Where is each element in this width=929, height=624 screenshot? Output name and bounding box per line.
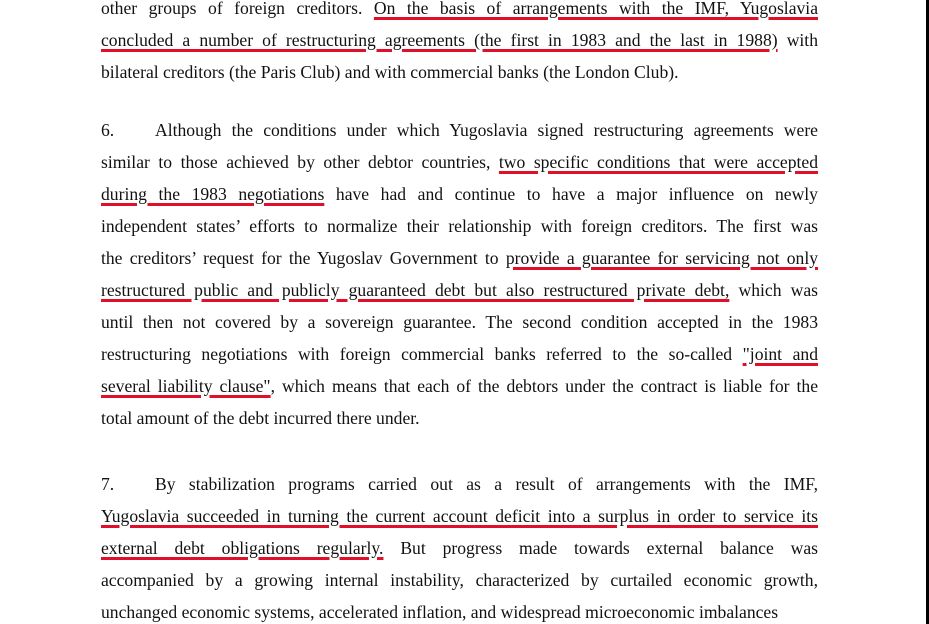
text-line xyxy=(101,312,818,334)
text-segment: other groups of foreign creditors. xyxy=(101,0,374,18)
text-line xyxy=(101,62,818,84)
text-segment: restructuring negotiations with foreign commercial banks referred to the so-called xyxy=(101,344,743,364)
underlined-text: "joint and xyxy=(742,344,818,364)
underlined-text: during the 1983 negotiations xyxy=(101,184,325,204)
text-segment: independent states’ efforts to normalize their relationship with foreign creditors. The first was xyxy=(101,216,818,236)
text-segment: , which means that each of the debtors under the contract is liable for the xyxy=(270,376,818,396)
text-segment: total amount of the debt incurred there under. xyxy=(101,408,420,428)
underlined-text: Yugoslavia succeeded in turning the current account deficit into a surplus in order to service its xyxy=(101,506,818,526)
text-line xyxy=(101,344,818,366)
text-segment: have had and continue to have a major influence on newly xyxy=(324,184,818,204)
text-segment: similar to those achieved by other debtor countries, xyxy=(101,152,499,172)
text-segment: By stabilization programs carried out as a result of arrangements with the IMF, xyxy=(155,474,818,494)
text-line xyxy=(101,506,818,528)
text-segment: But progress made towards external balance was xyxy=(383,538,819,558)
text-line xyxy=(101,408,818,430)
underlined-text: external debt obligations regularly. xyxy=(101,538,384,558)
text-segment: the creditors’ request for the Yugoslav Government to xyxy=(101,248,506,268)
paragraph-number: 7. xyxy=(101,474,115,494)
underlined-text: provide a guarantee for servicing not only xyxy=(505,248,819,268)
text-line xyxy=(101,152,818,174)
underlined-text: several liability clause" xyxy=(101,376,271,396)
text-segment: unchanged economic systems, accelerated inflation, and widespread microeconomic imbalances xyxy=(101,602,779,622)
text-line xyxy=(101,280,818,302)
underlined-text: concluded a number of restructuring agreements (the first in 1983 and the last in 1988) xyxy=(101,30,778,50)
text-segment: with xyxy=(777,30,818,50)
text-line xyxy=(101,602,818,624)
text-line xyxy=(101,184,818,206)
text-line xyxy=(101,120,818,142)
text-line xyxy=(101,570,818,592)
text-line xyxy=(101,30,818,52)
text-segment: accompanied by a growing internal instability, characterized by curtailed economic growth, xyxy=(101,570,818,590)
text-line xyxy=(101,0,818,20)
text-line xyxy=(101,376,818,398)
paragraph-number: 6. xyxy=(101,120,115,140)
text-segment: Although the conditions under which Yugoslavia signed restructuring agreements were xyxy=(155,120,818,140)
text-segment: until then not covered by a sovereign guarantee. The second condition accepted in the 1983 xyxy=(101,312,818,332)
underlined-text: restructured public and publicly guaranteed debt but also restructured private debt, xyxy=(101,280,730,300)
text-line xyxy=(101,248,818,270)
text-line xyxy=(101,474,818,496)
text-segment: which was xyxy=(729,280,818,300)
text-segment: bilateral creditors (the Paris Club) and with commercial banks (the London Club). xyxy=(101,62,679,82)
underlined-text: two specific conditions that were accepted xyxy=(498,152,819,172)
text-line xyxy=(101,538,818,560)
underlined-text: On the basis of arrangements with the IMF, Yugoslavia xyxy=(373,0,818,18)
text-line xyxy=(101,216,818,238)
